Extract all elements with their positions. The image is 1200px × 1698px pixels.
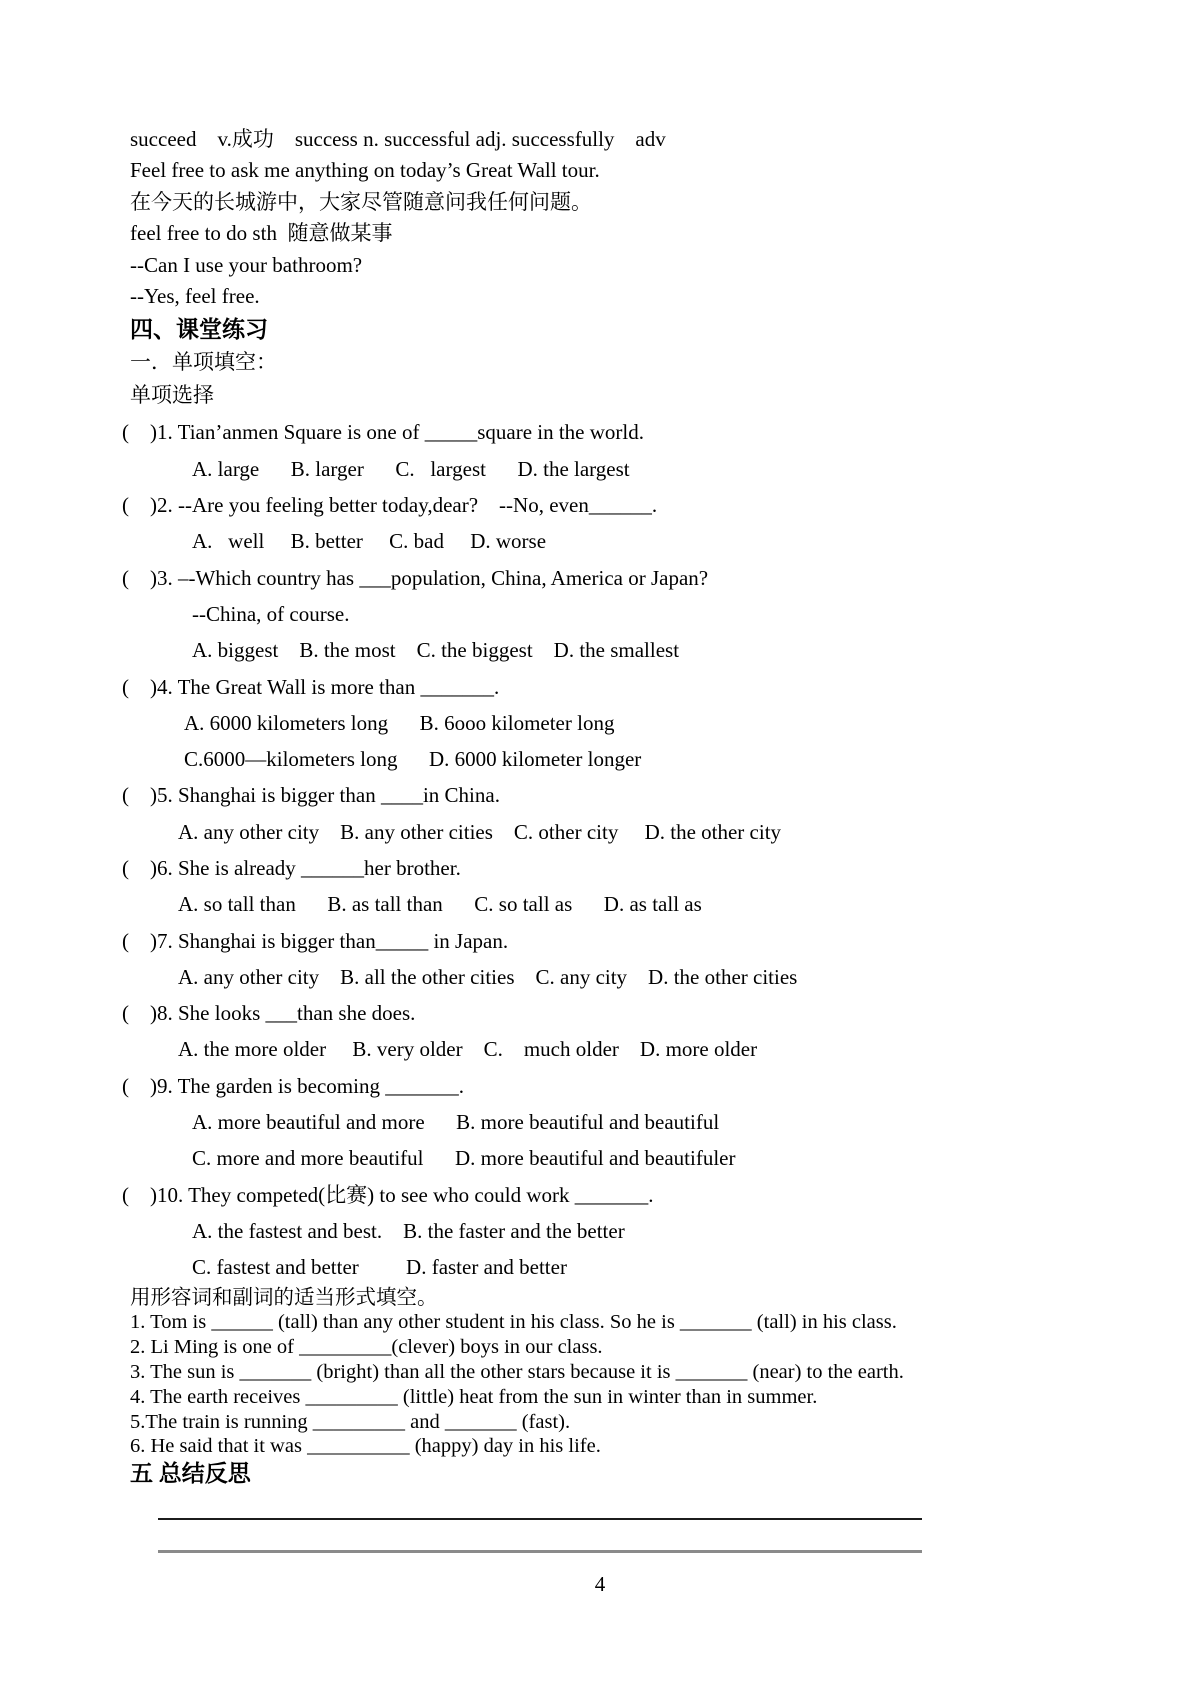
vocab-line-succeed: succeed v.成功 success n. successful adj. successfully adv bbox=[130, 127, 666, 151]
mcq-question-7: ( )7. Shanghai is bigger than_____ in Japan. bbox=[122, 928, 509, 953]
fill-item-6: 6. He said that it was __________ (happy) day in his life. bbox=[130, 1435, 601, 1458]
mcq-question-2-options: A. well B. better C. bad D. worse bbox=[192, 529, 547, 554]
mcq-question-4-options-ab: A. 6000 kilometers long B. 6ooo kilometer long bbox=[184, 710, 615, 735]
fill-item-2: 2. Li Ming is one of _________(clever) boys in our class. bbox=[130, 1336, 603, 1359]
mcq-question-9-options-cd: C. more and more beautiful D. more beautiful and beautifuler bbox=[192, 1146, 736, 1171]
vocab-notes-section bbox=[122, 124, 1138, 312]
answer-blank-line-1 bbox=[158, 1518, 922, 1520]
mcq-question-3-options: A. biggest B. the most C. the biggest D. the smallest bbox=[192, 638, 680, 663]
mcq-question-4-options-cd: C.6000—kilometers long D. 6000 kilometer longer bbox=[184, 747, 642, 772]
mcq-question-10-options-ab: A. the fastest and best. B. the faster and the better bbox=[192, 1218, 625, 1243]
answer-blank-line-2 bbox=[158, 1550, 922, 1553]
fill-item-4: 4. The earth receives _________ (little) heat from the sun in winter than in summer. bbox=[130, 1385, 818, 1408]
mcq-question-5: ( )5. Shanghai is bigger than ____in China. bbox=[122, 783, 500, 808]
mcq-question-2: ( )2. --Are you feeling better today,dear? --No, even______. bbox=[122, 493, 658, 518]
mcq-question-9-options-ab: A. more beautiful and more B. more beautiful and beautiful bbox=[192, 1110, 720, 1135]
page-content bbox=[122, 124, 1138, 1553]
mcq-question-4: ( )4. The Great Wall is more than _______. bbox=[122, 674, 500, 699]
mcq-question-6: ( )6. She is already ______her brother. bbox=[122, 856, 461, 880]
part1-subheading: 单项选择 bbox=[130, 383, 214, 408]
mcq-question-10: ( )10. They competed(比赛) to see who could work _______. bbox=[122, 1182, 654, 1207]
mcq-question-8: ( )8. She looks ___than she does. bbox=[122, 1001, 416, 1026]
mcq-question-1: ( )1. Tian’anmen Square is one of _____square in the world. bbox=[122, 420, 644, 445]
vocab-line-question: --Can I use your bathroom? bbox=[130, 252, 363, 277]
fill-item-5: 5.The train is running _________ and _______ (fast). bbox=[130, 1410, 571, 1433]
section-heading-summary: 五 总结反思 bbox=[130, 1461, 251, 1487]
vocab-line-feel-free: Feel free to ask me anything on today’s Great Wall tour. bbox=[130, 158, 600, 183]
mcq-question-1-options: A. large B. larger C. largest D. the largest bbox=[192, 456, 630, 481]
mcq-question-7-options: A. any other city B. all the other cities C. any city D. the other cities bbox=[178, 964, 798, 989]
part1-heading: 一．单项填空： bbox=[130, 350, 277, 375]
mcq-question-9: ( )9. The garden is becoming _______. bbox=[122, 1073, 464, 1098]
mcq-question-3: ( )3. –-Which country has ___population, China, America or Japan? bbox=[122, 565, 709, 590]
vocab-line-feel-free-phrase: feel free to do sth 随意做某事 bbox=[130, 221, 393, 246]
multiple-choice-section bbox=[122, 414, 1138, 1285]
mcq-question-6-options: A. so tall than B. as tall than C. so tall as D. as tall as bbox=[178, 892, 702, 917]
vocab-line-chinese-translation: 在今天的长城游中，大家尽管随意问我任何问题。 bbox=[130, 189, 592, 214]
fill-in-blank-section bbox=[122, 1286, 1138, 1460]
vocab-line-answer: --Yes, feel free. bbox=[130, 284, 260, 309]
section-heading-class-practice: 四、课堂练习 bbox=[130, 317, 268, 343]
mcq-question-10-options-cd: C. fastest and better D. faster and better bbox=[192, 1255, 567, 1280]
page-number: 4 bbox=[594, 1572, 606, 1596]
fill-instruction: 用形容词和副词的适当形式填空。 bbox=[130, 1286, 438, 1309]
mcq-question-5-options: A. any other city B. any other cities C. other city D. the other city bbox=[178, 819, 782, 844]
mcq-question-8-options: A. the more older B. very older C. much older D. more older bbox=[178, 1037, 758, 1062]
fill-item-3: 3. The sun is _______ (bright) than all the other stars because it is _______ (near) to the earth. bbox=[130, 1360, 904, 1383]
fill-item-1: 1. Tom is ______ (tall) than any other student in his class. So he is _______ (tall) in his class. bbox=[130, 1311, 897, 1334]
mcq-question-3-reply: --China, of course. bbox=[192, 601, 350, 626]
